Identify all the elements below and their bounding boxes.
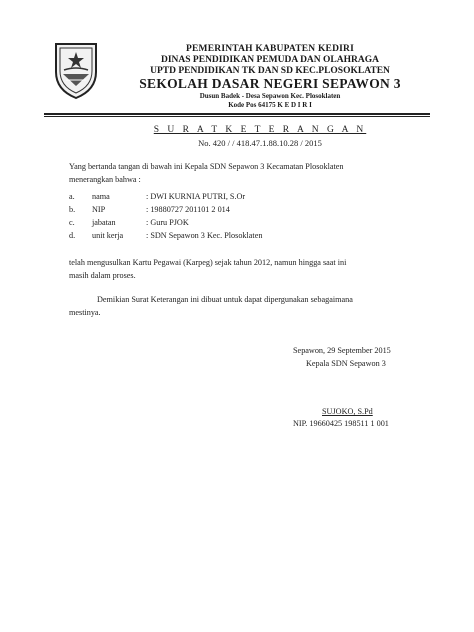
signature-place-date: Sepawon, 29 September 2015 [293,346,391,355]
kop-school-name: SEKOLAH DASAR NEGERI SEPAWON 3 [139,76,401,91]
kop-postcode: Kode Pos 64175 K E D I R I [228,101,312,109]
closing-line: Demikian Surat Keterangan ini dibuat untuk dapat dipergunakan sebagaimana [97,295,353,304]
field-value: : Guru PJOK [146,218,189,227]
field-letter: c. [69,218,75,227]
field-letter: a. [69,192,75,201]
intro-paragraph [69,160,409,186]
kop-divider-thin [44,116,430,117]
kop-government: PEMERINTAH KABUPATEN KEDIRI [186,44,354,54]
field-letter: d. [69,231,76,240]
field-value: : 19880727 201101 2 014 [146,205,230,214]
kop-address: Dusun Badek - Desa Sepawon Kec. Plosoklaten [199,92,341,100]
field-value: : DWI KURNIA PUTRI, S.Or [146,192,246,201]
body-paragraph [69,256,409,282]
field-label: NIP [92,205,106,214]
field-label: nama [92,192,110,201]
field-label: unit kerja [92,231,124,240]
closing-line: mestinya. [69,308,101,317]
signature-nip: NIP. 19660425 198511 1 001 [293,419,389,428]
kop-divider-thick [44,113,430,115]
closing-paragraph [69,293,409,319]
letter-number: No. 420 / / 418.47.1.88.10.28 / 2015 [198,138,322,148]
body-line: masih dalam proses. [69,271,136,280]
field-jabatan [69,218,409,230]
letter-title: S U R A T K E T E R A N G A N [153,125,367,135]
kop-uptd: UPTD PENDIDIKAN TK DAN SD KEC.PLOSOKLATEN [150,66,390,76]
kop-department: DINAS PENDIDIKAN PEMUDA DAN OLAHRAGA [161,55,379,65]
body-line: telah mengusulkan Kartu Pegawai (Karpeg) sejak tahun 2012, namun hingga saat ini [69,258,347,267]
field-unit-kerja [69,231,409,243]
field-value: : SDN Sepawon 3 Kec. Plosoklaten [146,231,263,240]
field-letter: b. [69,205,76,214]
signature-name: SUJOKO, S.Pd [322,407,373,416]
field-label: jabatan [92,218,116,227]
signature-position: Kepala SDN Sepawon 3 [306,359,386,368]
field-nip [69,205,409,217]
intro-line: menerangkan bahwa : [69,175,141,184]
kabupaten-emblem-icon [50,40,102,100]
field-nama [69,192,409,204]
intro-line: Yang bertanda tangan di bawah ini Kepala SDN Sepawon 3 Kecamatan Plosoklaten [69,162,344,171]
